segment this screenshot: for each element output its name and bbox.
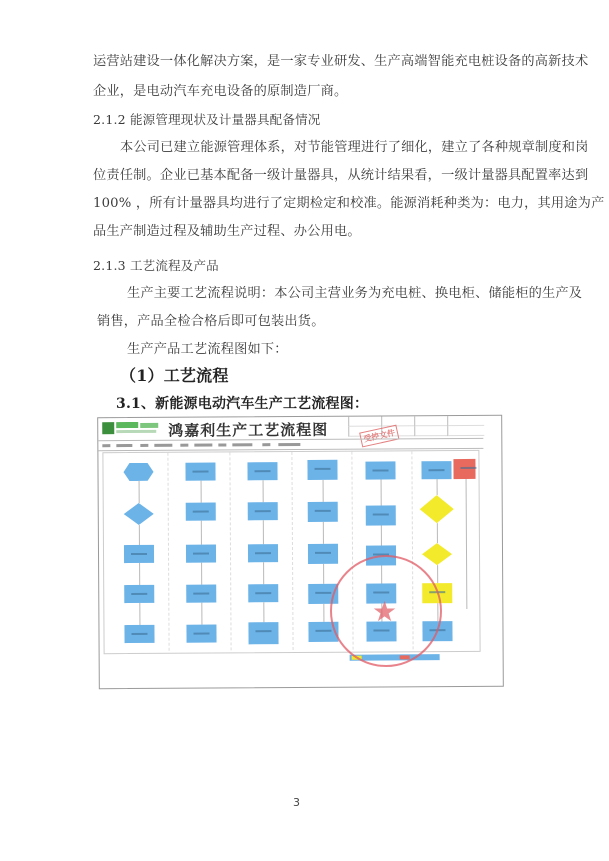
subheading-process-flow: （1）工艺流程 bbox=[120, 366, 229, 385]
flow-step bbox=[124, 625, 154, 643]
flow-step bbox=[366, 505, 396, 525]
flowchart-info-bar bbox=[98, 438, 483, 451]
section-heading-2-1-3: 2.1.3 工艺流程及产品 bbox=[93, 258, 219, 273]
flow-step bbox=[248, 502, 278, 520]
flow-step bbox=[186, 503, 216, 521]
paragraph-line: 品生产制造过程及辅助生产过程、办公用电。 bbox=[93, 224, 361, 239]
paragraph-line: 100% ，所有计量器具均进行了定期检定和校准。能源消耗种类为：电力，其用途为产 bbox=[93, 196, 605, 211]
flow-step bbox=[186, 545, 216, 563]
paragraph-line: 企业，是电动汽车充电设备的原制造厂商。 bbox=[93, 84, 348, 99]
process-flow-chart-image bbox=[97, 415, 504, 689]
flow-step bbox=[124, 585, 154, 603]
figure-caption: 3.1、新能源电动汽车生产工艺流程图： bbox=[116, 396, 369, 412]
company-logo bbox=[102, 422, 160, 436]
flow-step bbox=[421, 461, 451, 479]
flow-step bbox=[247, 462, 277, 480]
flow-step bbox=[124, 545, 154, 563]
flow-step bbox=[307, 460, 337, 480]
flow-final-decision bbox=[422, 543, 452, 565]
flow-step bbox=[365, 461, 395, 479]
paragraph-line: 销售，产品全检合格后即可包装出货。 bbox=[97, 314, 325, 329]
flowchart-title: 鸿嘉利生产工艺流程图 bbox=[168, 420, 329, 440]
flow-start-node bbox=[123, 463, 153, 481]
paragraph-line: 运营站建设一体化解决方案，是一家专业研发、生产高端智能充电桩设备的高新技术 bbox=[93, 54, 589, 69]
paragraph-line: 生产主要工艺流程说明：本公司主营业务为充电桩、换电柜、储能柜的生产及 bbox=[127, 286, 583, 301]
flow-step bbox=[185, 463, 215, 481]
paragraph-line: 生产产品工艺流程图如下： bbox=[127, 342, 288, 357]
flow-inspection-decision bbox=[420, 495, 454, 523]
flow-step bbox=[186, 625, 216, 643]
flow-step bbox=[248, 584, 278, 602]
flow-rework-node bbox=[453, 459, 475, 479]
paragraph-line: 位责任制。企业已基本配备一级计量器具，从统计结果看，一级计量器具配置率达到 bbox=[93, 168, 589, 183]
page-number: 3 bbox=[293, 796, 300, 809]
flow-step bbox=[248, 544, 278, 562]
seal-star-icon: ★ bbox=[372, 595, 398, 628]
company-seal bbox=[330, 555, 442, 667]
flow-step bbox=[308, 544, 338, 564]
flow-step bbox=[186, 585, 216, 603]
flow-step bbox=[308, 502, 338, 522]
flow-step bbox=[248, 622, 278, 644]
flow-decision-node bbox=[124, 503, 154, 525]
paragraph-line: 本公司已建立能源管理体系，对节能管理进行了细化，建立了各种规章制度和岗 bbox=[120, 140, 589, 155]
section-heading-2-1-2: 2.1.2 能源管理现状及计量器具配备情况 bbox=[93, 112, 321, 127]
controlled-document-stamp: 受控文件 bbox=[359, 425, 399, 448]
